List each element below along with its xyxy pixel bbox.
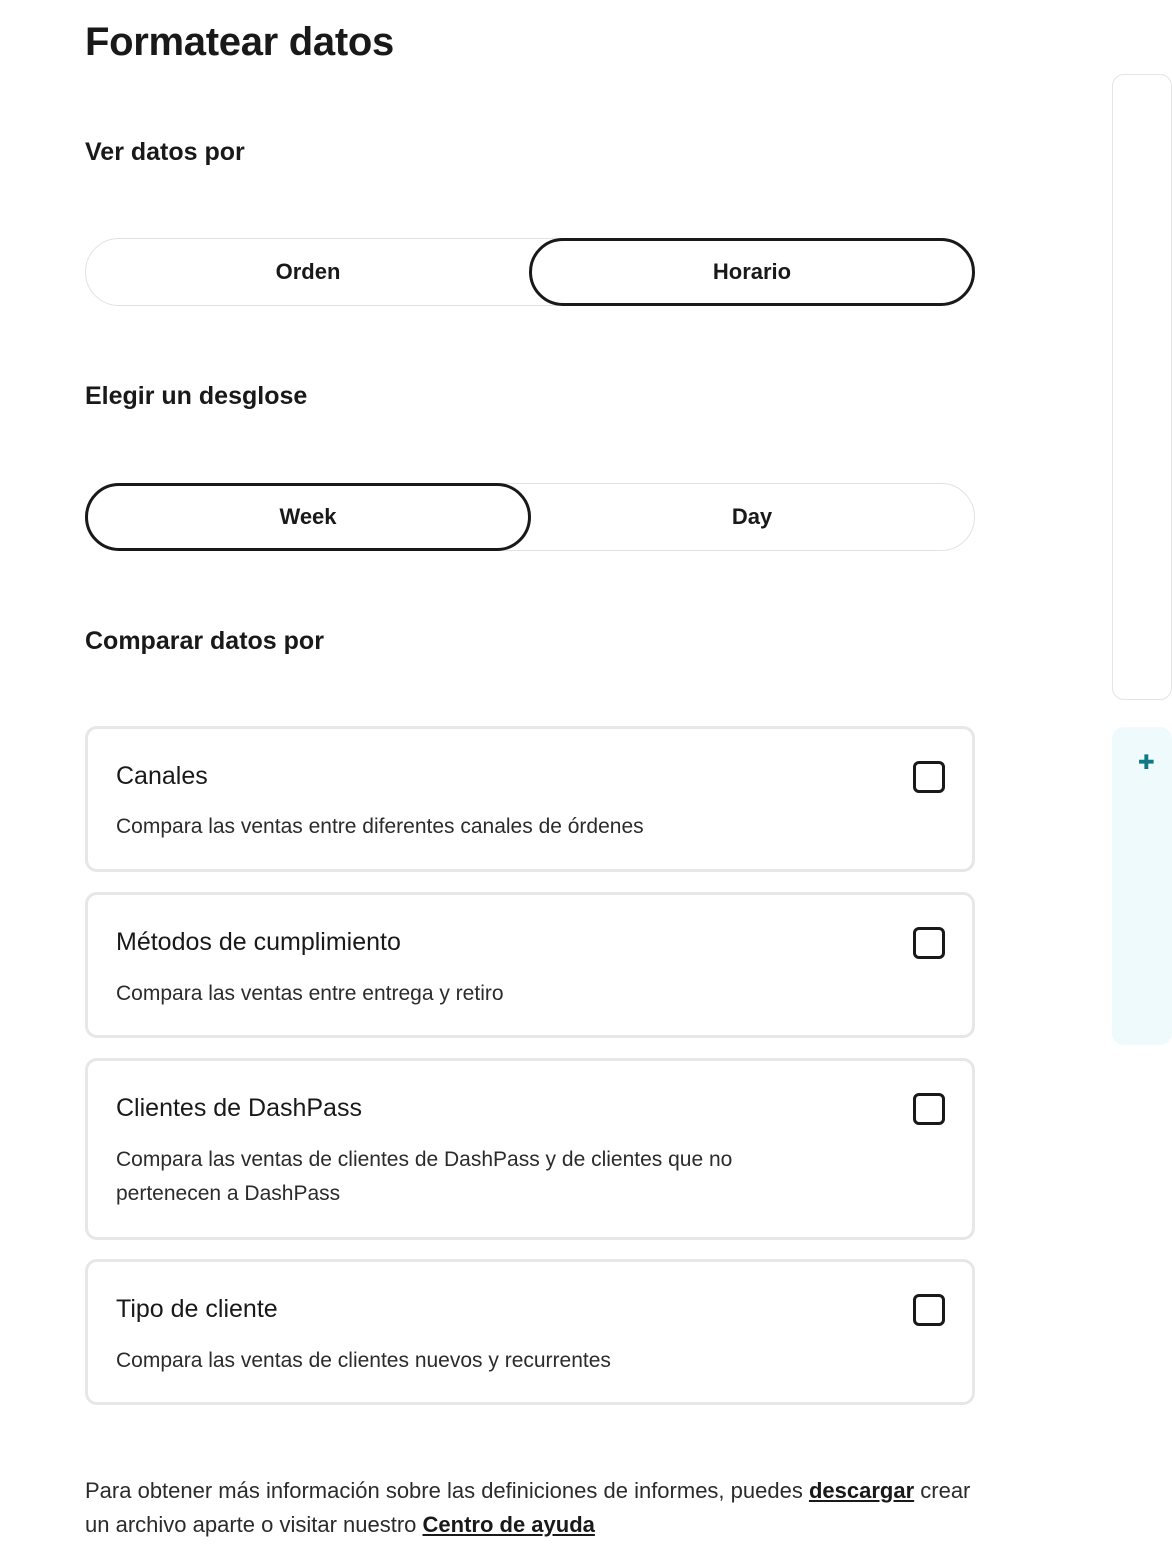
card-title: Métodos de cumplimiento: [116, 928, 401, 956]
metodos-checkbox[interactable]: [913, 927, 945, 959]
card-description: Compara las ventas entre diferentes canales de órdenes: [116, 815, 644, 838]
card-title: Canales: [116, 762, 208, 790]
view-by-toggle: [85, 238, 975, 306]
card-description: Compara las ventas de clientes nuevos y recurrentes: [116, 1349, 611, 1372]
sparkle-plus-icon: ✚: [1138, 752, 1155, 774]
card-description: Compara las ventas entre entrega y retiro: [116, 982, 504, 1005]
help-center-link[interactable]: Centro de ayuda: [422, 1512, 595, 1537]
side-promo-panel: [1112, 727, 1172, 1045]
view-by-heading: Ver datos por: [85, 138, 245, 166]
breakdown-option-day[interactable]: Day: [731, 504, 773, 529]
canales-checkbox[interactable]: [913, 761, 945, 793]
card-title: Tipo de cliente: [116, 1295, 278, 1323]
compare-option-card-canales[interactable]: [85, 726, 975, 872]
card-title: Clientes de DashPass: [116, 1094, 362, 1122]
view-by-option-horario[interactable]: Horario: [529, 238, 975, 306]
compare-option-card-tipo-cliente[interactable]: [85, 1259, 975, 1405]
card-description: Compara las ventas de clientes de DashPass y de clientes que no pertenecen a DashPass: [116, 1148, 733, 1205]
compare-option-card-dashpass[interactable]: [85, 1058, 975, 1240]
tipo-cliente-checkbox[interactable]: [913, 1294, 945, 1326]
footer-note: [85, 1474, 985, 1542]
footer-text-1: Para obtener más información sobre las definiciones de informes, puedes: [85, 1478, 809, 1503]
breakdown-toggle: [85, 483, 975, 551]
compare-option-card-metodos[interactable]: [85, 892, 975, 1038]
page-title: Formatear datos: [85, 20, 394, 64]
compare-heading: Comparar datos por: [85, 627, 324, 655]
download-link[interactable]: descargar: [808, 1478, 915, 1503]
breakdown-option-week[interactable]: Week: [85, 483, 531, 551]
dashpass-checkbox[interactable]: [913, 1093, 945, 1125]
view-by-option-orden[interactable]: Orden: [275, 259, 341, 284]
breakdown-heading: Elegir un desglose: [85, 382, 308, 410]
side-panel-card: [1112, 74, 1172, 700]
footer-text-2: crear un archivo aparte o visitar nuestro: [85, 1478, 971, 1537]
